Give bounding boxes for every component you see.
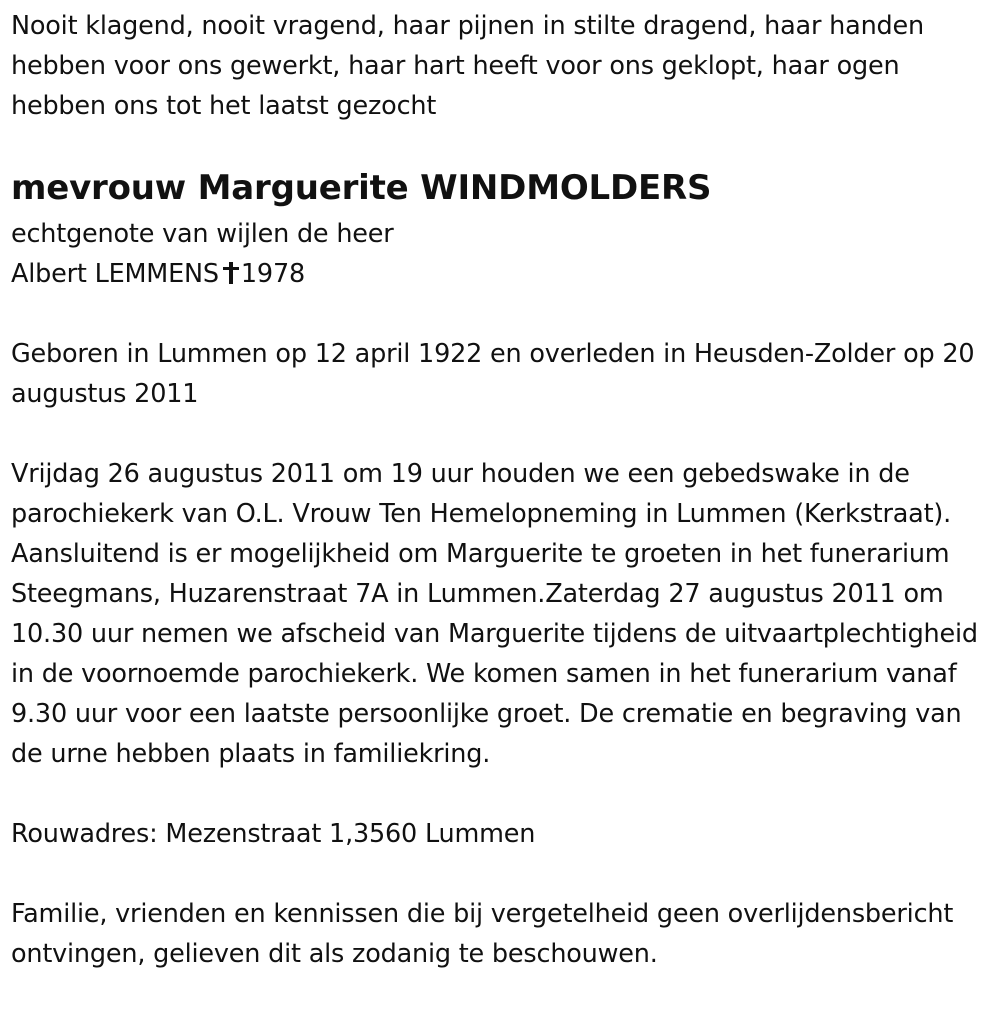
spouse-line [11, 254, 1000, 294]
spacer [11, 294, 1000, 334]
deceased-name [11, 166, 1000, 210]
spouse-name: Albert LEMMENS [11, 259, 219, 289]
spouse-intro: echtgenote van wijlen de heer [11, 219, 394, 249]
address-text: Rouwadres: Mezenstraat 1,3560 Lummen [11, 819, 536, 849]
spacer [11, 414, 1000, 454]
deceased-title: mevrouw [11, 168, 186, 208]
birth-death-text: Geboren in Lummen op 12 april 1922 en overleden in Heusden-Zolder op 20 augustus 2011 [11, 339, 975, 409]
spacer [11, 774, 1000, 814]
spouse-death-year: 1978 [240, 259, 305, 289]
deceased-last-name: WINDMOLDERS [420, 168, 712, 208]
latin-cross-icon [223, 262, 239, 284]
arrangements-text: Vrijdag 26 augustus 2011 om 19 uur houden we een gebedswake in de parochiekerk van O.L. Vrouw Ten Hemelopneming in Lummen (Kerkstraat). Aansluitend is er mogelijkheid om Marguerite te groeten in het funerarium Steegmans, Huzarenstraat 7A in Lummen.Zaterdag 27 augustus 2011 om 10.30 uur nemen we afscheid van Marguerite tijdens de uitvaartplechtigheid in de voornoemde parochiekerk. We komen samen in het funerarium vanaf 9.30 uur voor een laatste persoonlijke groet. De crematie en begraving van de urne hebben plaats in familiekring. [11, 459, 978, 769]
spacer [11, 854, 1000, 894]
motto-text: Nooit klagend, nooit vragend, haar pijnen in stilte dragend, haar handen hebben voor ons gewerkt, haar hart heeft voor ons geklopt, haar ogen hebben ons tot het laatst gezocht [11, 11, 924, 121]
spouse-info [11, 214, 1000, 294]
notice-text: Familie, vrienden en kennissen die bij vergetelheid geen overlijdensbericht ontvingen, gelieven dit als zodanig te beschouwen. [11, 899, 954, 969]
deceased-first-name: Marguerite [197, 168, 409, 208]
